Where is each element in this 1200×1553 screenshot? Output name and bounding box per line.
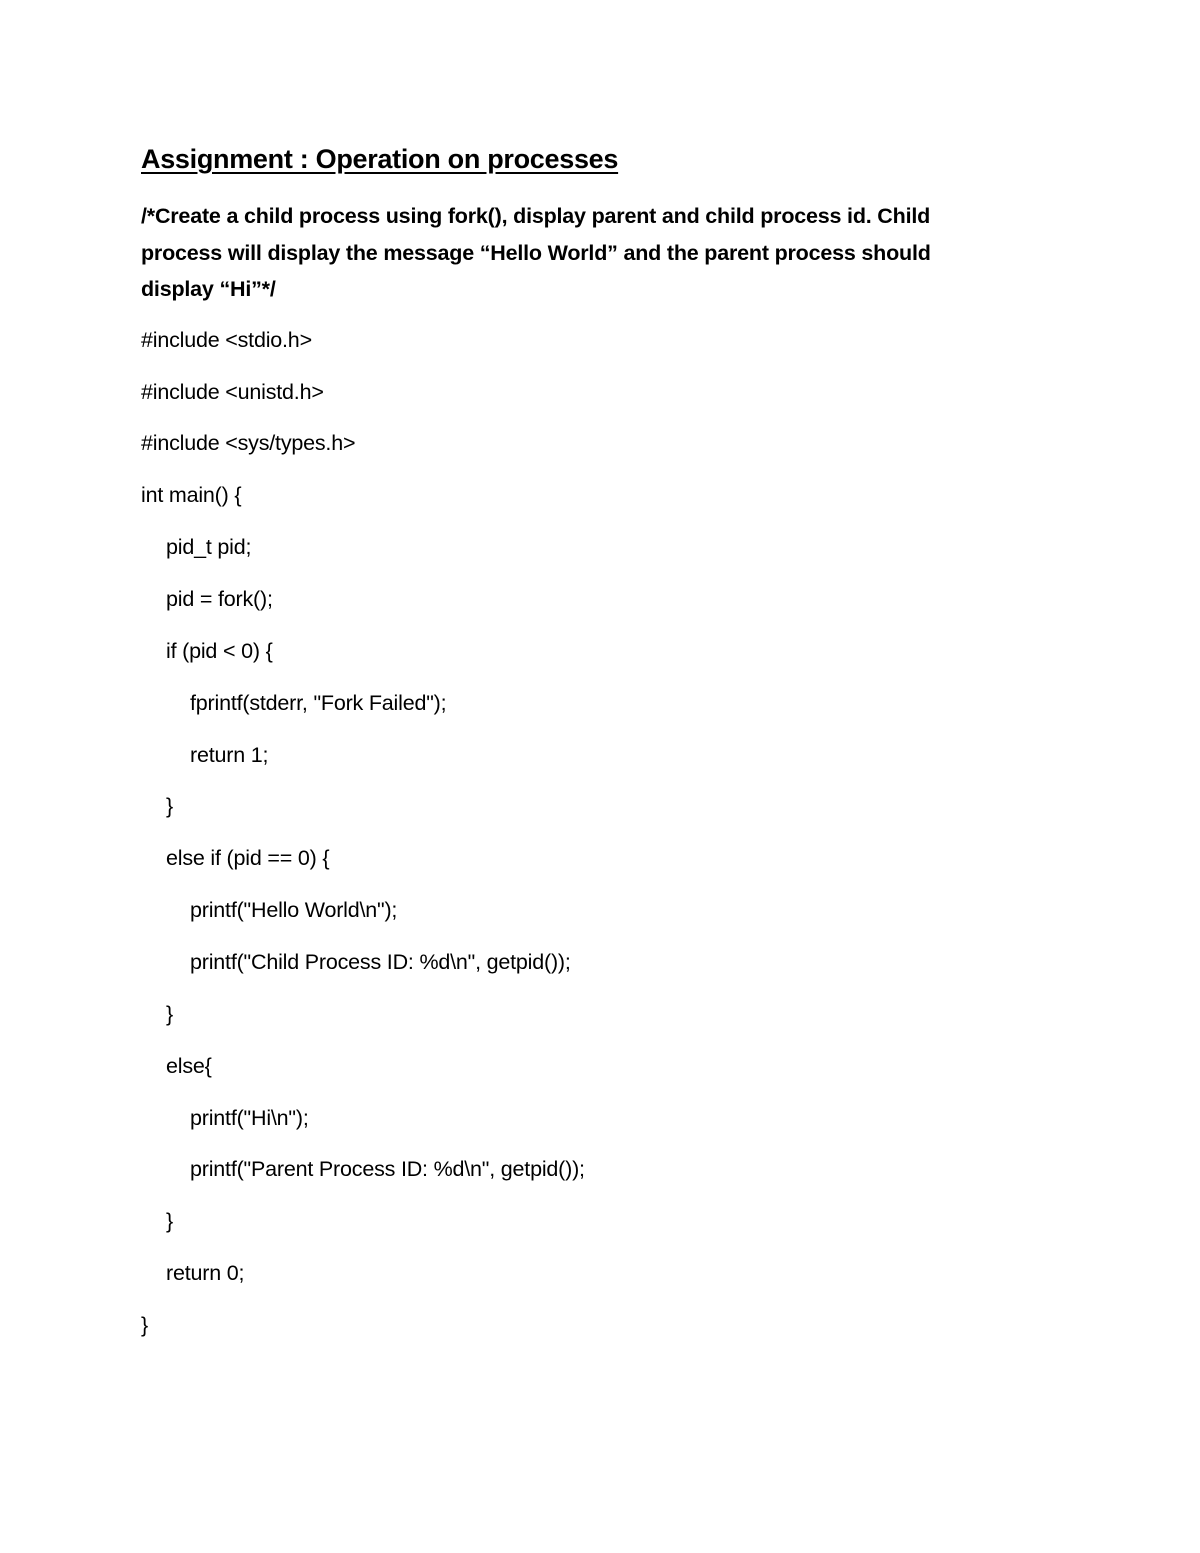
code-line: return 0;	[166, 1261, 245, 1285]
code-line: int main() {	[141, 483, 242, 507]
code-line: printf("Parent Process ID: %d\n", getpid());	[190, 1157, 585, 1181]
code-line: printf("Hello World\n");	[190, 898, 398, 922]
description-line: process will display the message “Hello World” and the parent process should	[141, 240, 931, 265]
code-line: #include <stdio.h>	[141, 328, 312, 352]
code-line: if (pid < 0) {	[166, 639, 273, 663]
code-line: #include <sys/types.h>	[141, 431, 356, 455]
code-line: printf("Hi\n");	[190, 1106, 309, 1130]
description-line: display “Hi”*/	[141, 277, 276, 301]
code-line: printf("Child Process ID: %d\n", getpid());	[190, 950, 571, 974]
code-line: pid = fork();	[166, 587, 273, 611]
code-line: else{	[166, 1054, 212, 1078]
code-line: else if (pid == 0) {	[166, 846, 330, 870]
code-line: }	[141, 1313, 148, 1337]
code-line: }	[166, 1209, 173, 1233]
code-line: return 1;	[190, 743, 269, 767]
description-line: /*Create a child process using fork(), display parent and child process id. Child	[141, 204, 931, 228]
assignment-title: Assignment : Operation on processes	[141, 144, 619, 174]
code-line: pid_t pid;	[166, 535, 252, 559]
code-line: }	[166, 794, 173, 818]
code-line: }	[166, 1002, 173, 1026]
code-line: fprintf(stderr, "Fork Failed");	[190, 691, 447, 715]
code-line: #include <unistd.h>	[141, 380, 324, 404]
